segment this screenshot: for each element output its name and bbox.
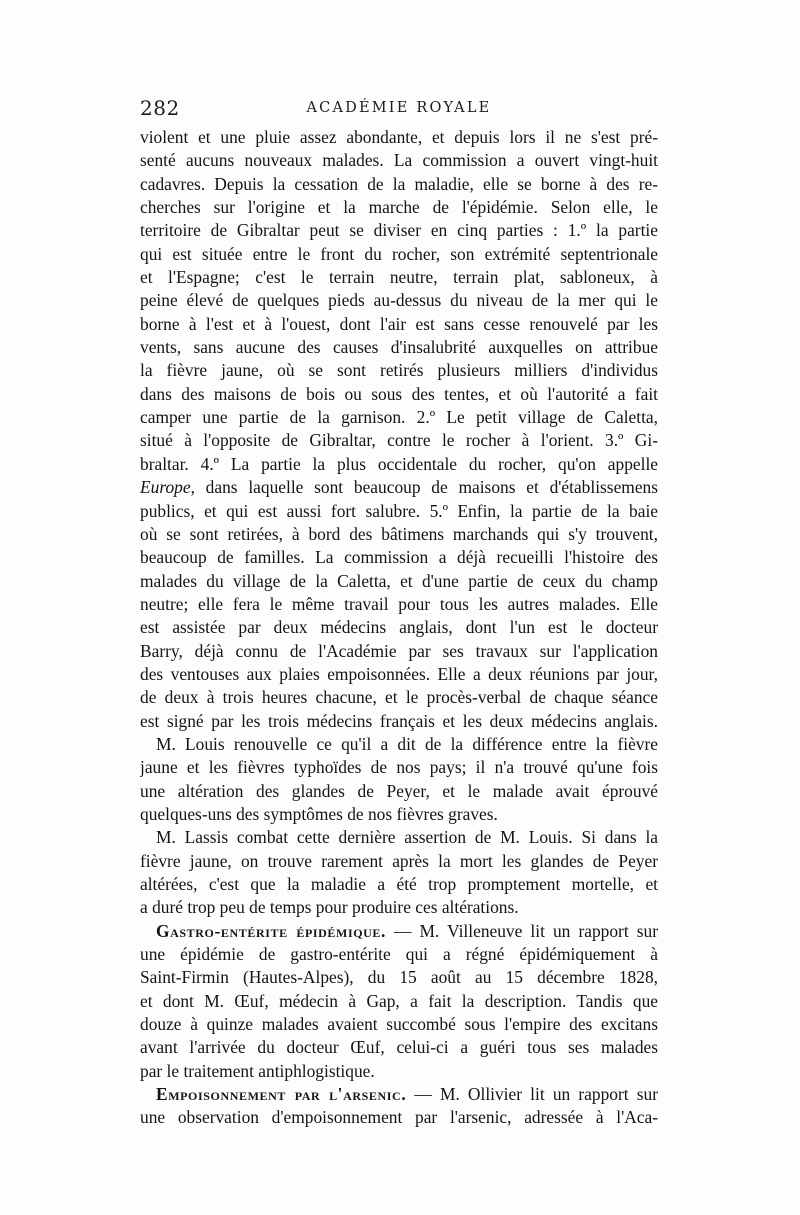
body-text: [140, 126, 658, 1130]
text-line: quelques-uns des symptômes de nos fièvres graves.: [140, 803, 498, 824]
section-heading-arsenic: Empoisonnement par l'arsenic.: [156, 1084, 407, 1105]
text-line: dans des maisons de bois ou sous des tentes, et où l'autorité a fait: [140, 383, 658, 404]
text-line: M. Lassis combat cette dernière assertion de M. Louis. Si dans la: [156, 827, 658, 848]
text-line: jaune et les fièvres typhoïdes de nos pays; il n'a trouvé qu'une fois: [140, 757, 658, 778]
text-line: par le traitement antiphlogistique.: [140, 1060, 375, 1081]
text-line: une altération des glandes de Peyer, et le malade avait éprouvé: [140, 780, 658, 801]
text-line: avant l'arrivée du docteur Œuf, celui-ci a guéri tous ses malades: [140, 1037, 658, 1058]
text-line: des ventouses aux plaies empoisonnées. Elle a deux réunions par jour,: [140, 663, 658, 684]
text-line: violent et une pluie assez abondante, et depuis lors il ne s'est pré-: [140, 127, 658, 147]
section-arsenic-line: [140, 1083, 658, 1106]
text-line: cherches sur l'origine et la marche de l'épidémie. Selon elle, le: [140, 197, 658, 218]
text-line: braltar. 4.º La partie la plus occidentale du rocher, qu'on appelle: [140, 453, 658, 474]
text-line: où se sont retirées, à bord des bâtimens marchands qui s'y trouvent,: [140, 523, 658, 544]
text-line: fièvre jaune, on trouve rarement après la mort les glandes de Peyer: [140, 850, 658, 871]
text-line: borne à l'est et à l'ouest, dont l'air est sans cesse renouvelé par les: [140, 313, 658, 334]
text-line-europe: [140, 476, 658, 499]
text-line: peine élevé de quelques pieds au-dessus du niveau de la mer qui le: [140, 290, 658, 311]
page-number: 282: [140, 96, 180, 120]
text-line: douze à quinze malades avaient succombé sous l'empire des excitans: [140, 1014, 658, 1035]
text-line: M. Louis renouvelle ce qu'il a dit de la différence entre la fièvre: [156, 733, 658, 754]
text-line: une observation d'empoisonnement par l'arsenic, adressée à l'Aca-: [140, 1107, 658, 1128]
text-line: camper une partie de la garnison. 2.º Le petit village de Caletta,: [140, 407, 658, 428]
section-heading-gastro: Gastro-entérite épidémique.: [156, 920, 386, 941]
text-line: altérées, c'est que la maladie a été trop promptement mortelle, et: [140, 874, 658, 894]
text-line: publics, et qui est aussi fort salubre. 5.º Enfin, la partie de la baie: [140, 500, 658, 521]
europe-line-rest: , dans laquelle sont beaucoup de maisons et d'établissemens: [190, 477, 658, 498]
text-line: malades du village de la Caletta, et d'une partie de ceux du champ: [140, 570, 658, 591]
text-line: situé à l'opposite de Gibraltar, contre le rocher à l'orient. 3.º Gi-: [140, 430, 658, 451]
text-line: cadavres. Depuis la cessation de la maladie, elle se borne à des re-: [140, 173, 658, 194]
europe-italic: Europe: [140, 477, 191, 498]
text-line: vents, sans aucune des causes d'insalubrité auxquelles on attribue: [140, 337, 658, 358]
text-line: de deux à trois heures chacune, et le procès-verbal de chaque séance: [140, 687, 658, 708]
text-line: qui est située entre le front du rocher, son extrémité septentrionale: [140, 243, 658, 264]
text-line: Saint-Firmin (Hautes-Alpes), du 15 août au 15 décembre 1828,: [140, 967, 658, 988]
text-line: Barry, déjà connu de l'Académie par ses travaux sur l'application: [140, 640, 658, 661]
text-line: une épidémie de gastro-entérite qui a régné épidémiquement à: [140, 944, 658, 965]
section-gastro-rest: — M. Villeneuve lit un rapport sur: [385, 920, 658, 941]
text-line: territoire de Gibraltar peut se diviser en cinq parties : 1.º la partie: [140, 220, 658, 241]
text-line: neutre; elle fera le même travail pour tous les autres malades. Elle: [140, 593, 658, 614]
text-line: est assistée par deux médecins anglais, dont l'un est le docteur: [140, 617, 658, 638]
text-line: a duré trop peu de temps pour produire ces altérations.: [140, 897, 519, 918]
text-line: beaucoup de familles. La commission a déjà recueilli l'histoire des: [140, 547, 658, 568]
running-head: [140, 96, 658, 126]
text-line: et l'Espagne; c'est le terrain neutre, terrain plat, sabloneux, à: [140, 267, 658, 288]
text-line: la fièvre jaune, où se sont retirés plusieurs milliers d'individus: [140, 360, 658, 381]
section-gastro-line: [140, 920, 658, 943]
text-line: est signé par les trois médecins français et les deux médecins anglais.: [140, 710, 658, 731]
text-line: et dont M. Œuf, médecin à Gap, a fait la description. Tandis que: [140, 990, 658, 1011]
text-line: senté aucuns nouveaux malades. La commission a ouvert vingt-huit: [140, 150, 658, 171]
section-arsenic-rest: — M. Ollivier lit un rapport sur: [406, 1084, 658, 1105]
running-title: ACADÉMIE ROYALE: [306, 100, 492, 116]
